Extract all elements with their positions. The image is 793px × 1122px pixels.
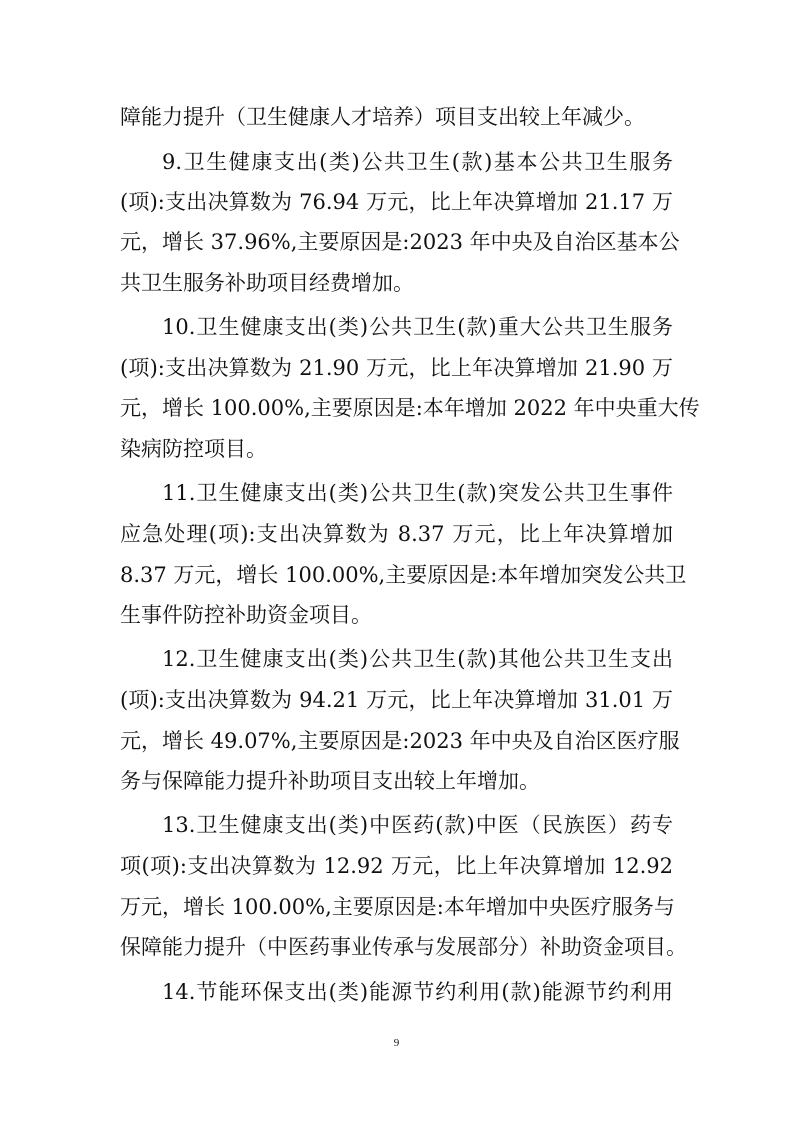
paragraph-12-line-4: 务与保障能力提升补助项目支出较上年增加。 [120, 769, 540, 793]
paragraph-12-line-3: 元，增长 49.07%,主要原因是:2023 年中央及自治区医疗服 [120, 729, 680, 753]
paragraph-13-line-1: 13.卫生健康支出(类)中医药(款)中医（民族医）药专 [162, 813, 673, 837]
paragraph-14-line-1: 14.节能环保支出(类)能源节约利用(款)能源节约利用 [162, 980, 673, 1004]
paragraph-10-line-4: 染病防控项目。 [120, 437, 267, 461]
paragraph-9-line-1: 9.卫生健康支出(类)公共卫生(款)基本公共卫生服务 [162, 150, 673, 174]
paragraph-13-line-4: 保障能力提升（中医药事业传承与发展部分）补助资金项目。 [120, 935, 687, 959]
page-number: 9 [393, 1037, 400, 1049]
paragraph-11-line-4: 生事件防控补助资金项目。 [120, 603, 372, 627]
paragraph-9-line-3: 元，增长 37.96%,主要原因是:2023 年中央及自治区基本公 [120, 230, 680, 254]
paragraph-9-line-2: (项):支出决算数为 76.94 万元，比上年决算增加 21.17 万 [120, 190, 673, 214]
paragraph-10-line-2: (项):支出决算数为 21.90 万元，比上年决算增加 21.90 万 [120, 356, 673, 380]
paragraph-10-line-1: 10.卫生健康支出(类)公共卫生(款)重大公共卫生服务 [162, 315, 673, 339]
paragraph-13-line-3: 万元，增长 100.00%,主要原因是:本年增加中央医疗服务与 [120, 895, 675, 919]
paragraph-13-line-2: 项(项):支出决算数为 12.92 万元，比上年决算增加 12.92 [120, 854, 673, 878]
paragraph-8-line-1: 障能力提升（卫生健康人才培养）项目支出较上年减少。 [120, 105, 645, 129]
paragraph-12-line-2: (项):支出决算数为 94.21 万元，比上年决算增加 31.01 万 [120, 688, 673, 712]
paragraph-11-line-1: 11.卫生健康支出(类)公共卫生(款)突发公共卫生事件 [162, 481, 673, 505]
paragraph-11-line-3: 8.37 万元，增长 100.00%,主要原因是:本年增加突发公共卫 [120, 563, 687, 587]
paragraph-9-line-4: 共卫生服务补助项目经费增加。 [120, 271, 414, 295]
paragraph-12-line-1: 12.卫生健康支出(类)公共卫生(款)其他公共卫生支出 [162, 647, 673, 671]
paragraph-10-line-3: 元，增长 100.00%,主要原因是:本年增加 2022 年中央重大传 [120, 396, 700, 420]
paragraph-11-line-2: 应急处理(项):支出决算数为 8.37 万元，比上年决算增加 [120, 522, 673, 546]
